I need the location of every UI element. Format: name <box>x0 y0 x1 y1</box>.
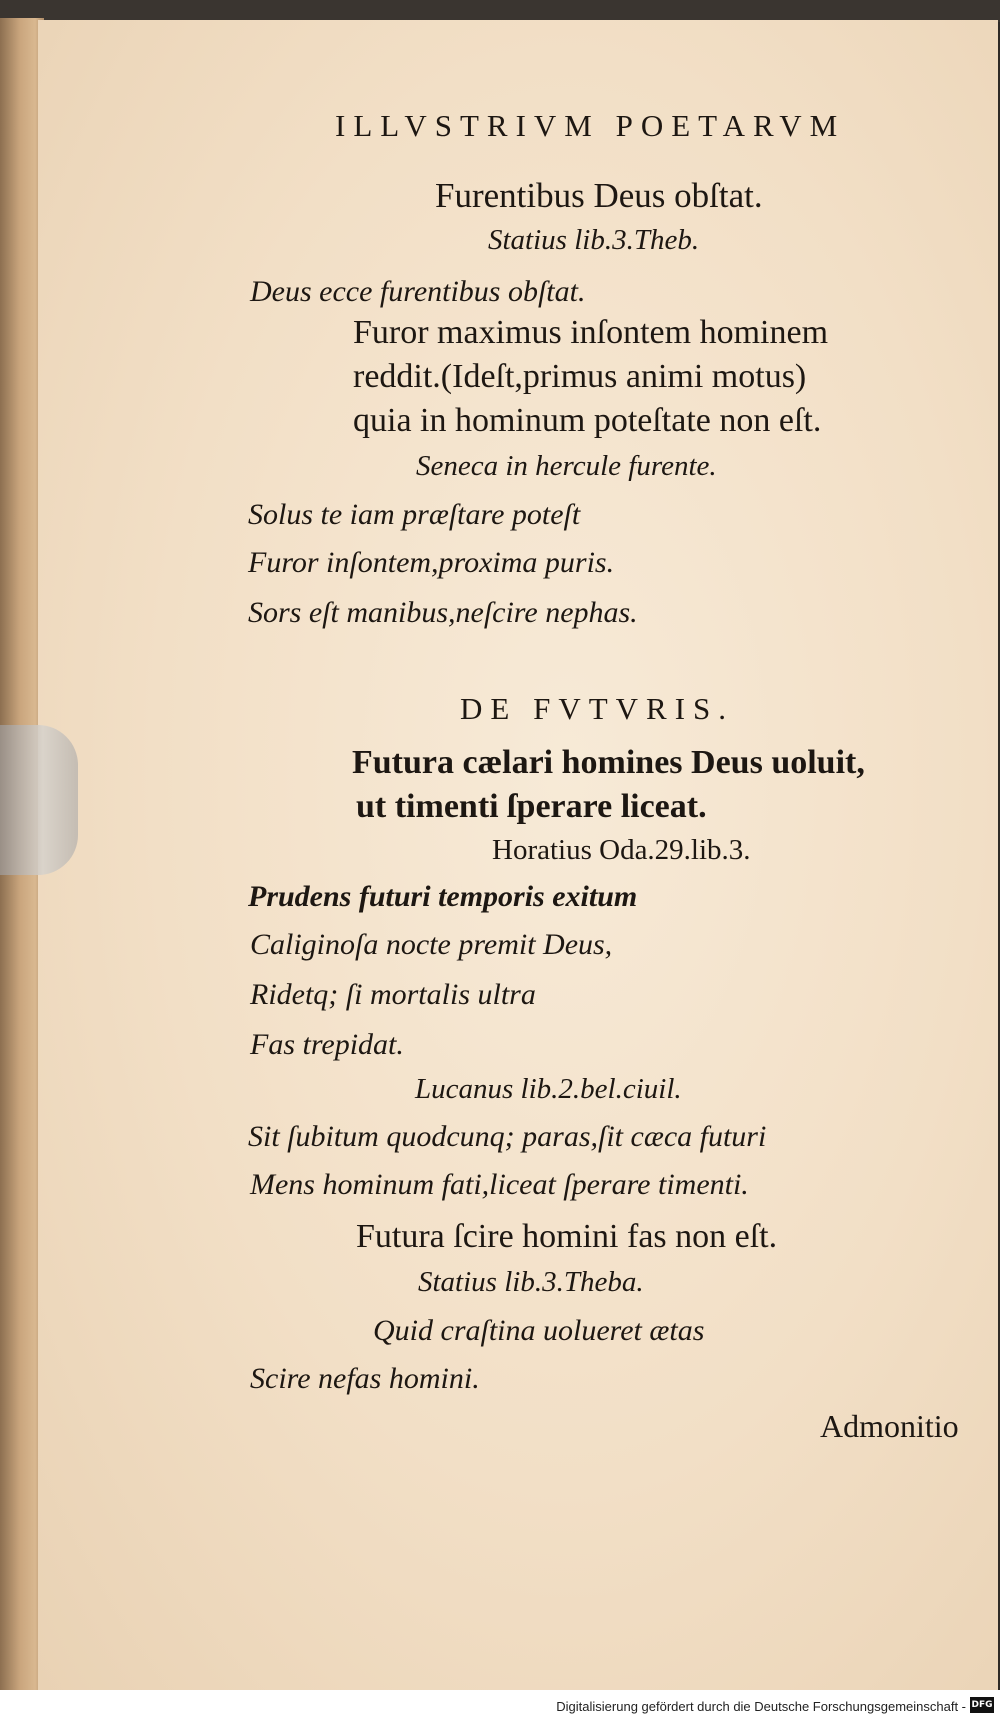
verse-line: Solus te iam præſtare poteſt <box>248 498 581 531</box>
catchword: Admonitio <box>820 1408 959 1444</box>
running-head: ILLVSTRIVM POETARVM <box>335 108 846 143</box>
heading-furentibus: Furentibus Deus obſtat. <box>435 176 763 215</box>
source-horatius: Horatius Oda.29.lib.3. <box>492 834 751 866</box>
verse-line: Caliginoſa nocte premit Deus, <box>250 928 613 961</box>
verse-line: Quid craſtina uolueret ætas <box>373 1314 705 1347</box>
source-lucanus: Lucanus lib.2.bel.ciuil. <box>415 1073 682 1105</box>
verse-line: Mens hominum fati,liceat ſperare timenti. <box>250 1168 749 1201</box>
verse-line: Scire nefas homini. <box>250 1362 480 1395</box>
verse-line: Ridetq; ſi mortalis ultra <box>250 978 536 1011</box>
verse-line: Furor inſontem,proxima puris. <box>248 546 615 579</box>
source-statius-theba: Statius lib.3.Theba. <box>418 1266 644 1298</box>
dfg-logo: DFG <box>970 1697 994 1713</box>
scan-background-top <box>0 0 1000 22</box>
verse-line: Prudens futuri temporis exitum <box>248 880 638 913</box>
prose-line: Futura cælari homines Deus uoluit, <box>352 744 865 781</box>
verse-line: Deus ecce furentibus obſtat. <box>250 275 586 308</box>
footer-credit: Digitalisierung gefördert durch die Deutsche Forschungsgemeinschaft - <box>556 1699 966 1714</box>
verse-line: Sit ſubitum quodcunq; paras,ſit cæca futuri <box>248 1120 767 1153</box>
book-clip <box>0 725 78 875</box>
prose-line: ut timenti ſperare liceat. <box>356 788 707 825</box>
prose-line: Furor maximus inſontem hominem <box>353 314 829 351</box>
prose-line: quia in hominum poteſtate non eſt. <box>353 402 822 439</box>
source-statius-theb: Statius lib.3.Theb. <box>488 224 700 256</box>
source-seneca: Seneca in hercule furente. <box>416 450 717 482</box>
verse-line: Sors eſt manibus,neſcire nephas. <box>248 596 638 629</box>
prose-line: reddit.(Ideſt,primus animi motus) <box>353 358 807 395</box>
section-heading-de-futuris: DE FVTVRIS. <box>460 691 735 726</box>
verse-line: Fas trepidat. <box>250 1028 404 1061</box>
prose-line: Futura ſcire homini fas non eſt. <box>356 1218 778 1255</box>
